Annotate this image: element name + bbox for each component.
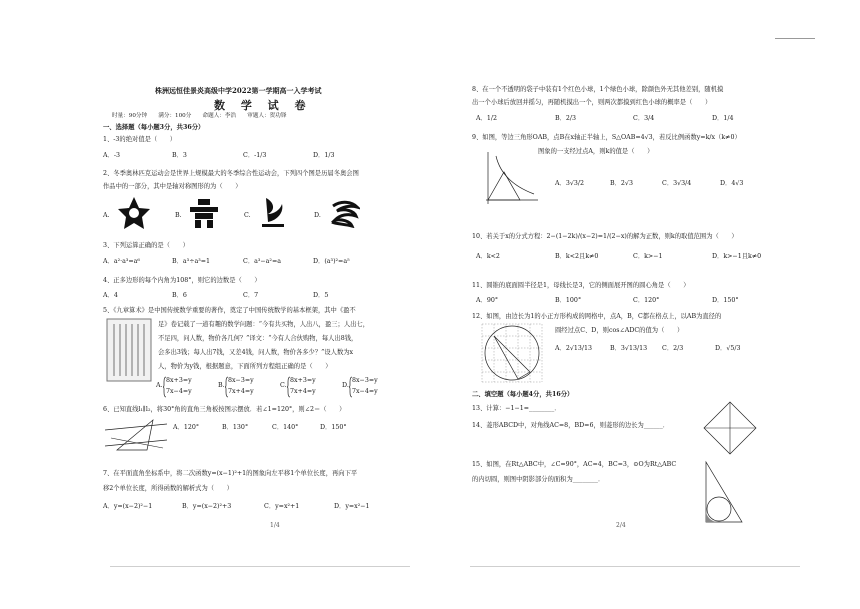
q8-option-a: A．1/2 [476,115,497,122]
q4-option-d: D．5 [313,292,329,299]
section-choice-heading: 一、选择题（每小题3分，共36分） [103,124,205,131]
q15-stem-line2: 的内切圆，则图中阴影部分的面积为________． [472,476,605,483]
q5-option-d-eq1: 8x−3=y [352,377,378,384]
brace-d-icon [349,376,353,398]
q5-option-a-eq1: 8x+3=y [166,377,192,384]
q7-option-c: C．y=x²+1 [264,503,300,510]
q3-option-b: B．a³÷a³=1 [172,258,211,265]
q11-option-d: D．150° [712,297,739,304]
q6-option-c: C．140° [272,424,299,431]
q5-line-4: 会多出3钱；每人出7钱，又差4钱，问人数，物价各多少？”设人数为x [158,349,354,356]
q2-stem: 2、冬季奥林匹克运动会是世界上规模最大的冬季综合性运动会，下列四个图是历届冬奥会图 [103,170,359,177]
q10-option-c: C．k>−1 [633,253,663,260]
q10-option-a: A．k<2 [476,253,500,260]
q4-stem: 4、正多边形的每个内角为108°，则它的边数是（ ） [103,277,261,284]
q11-option-c: C．120° [633,297,660,304]
q5-option-d-eq2: 7x−4=y [352,388,378,395]
q2-option-c: C. [244,212,251,219]
exam-subject: 数 学 试 卷 [214,99,312,112]
q10-option-d: D．k>−1且k≠0 [712,253,762,260]
section-fill-heading: 二、填空题（每小题4分，共16分） [472,391,574,398]
q2-option-b: B. [175,212,182,219]
q1-option-c: C．-1/3 [243,152,267,159]
q12-grid-circle-figure [480,322,544,384]
q1-option-a: A．-3 [103,152,120,159]
q7-stem-line2: 移2个单位长度，所得函数的解析式为（ ） [103,485,233,492]
q8-option-d: D．1/4 [712,115,734,122]
snowflake-emblem-icon [116,195,152,231]
q7-option-b: B．y=(x−2)²+3 [182,503,232,510]
q6-option-a: A．120° [173,424,200,431]
q11-stem: 11、圆锥的底面圆半径是1，母线长是3，它的侧面展开图的圆心角是（ ） [472,282,690,289]
top-right-mark [775,38,815,39]
q10-option-b: B．k<2且k≠0 [555,253,599,260]
q6-parallel-lines-figure [103,418,169,454]
q12-option-d: D．√5/3 [715,345,741,352]
brace-b-icon [225,376,229,398]
q3-option-d: D．(a³)²=a⁵ [313,258,350,265]
q5-option-a-label: A. [156,382,163,389]
q13-stem: 13、计算：−1−1=________． [472,405,561,412]
q5-option-a-eq2: 7x−4=y [166,388,192,395]
q5-option-b-eq1: 8x−3=y [228,377,254,384]
q11-option-b: B．100° [555,297,582,304]
brace-c-icon [287,376,291,398]
ancient-book-illustration [106,318,152,382]
q3-stem: 3、下列运算正确的是（ ） [103,242,189,249]
q5-option-c-label: C. [280,382,287,389]
bottom-divider-right [470,566,800,567]
q5-line-3: 不足四，问人数，物价各几何？”译文：“今有人合伙购物，每人出8钱， [158,335,358,342]
q10-stem: 10、若关于x的分式方程：2−(1−2k)/(x−2)=1/(2−x)的解为正数，则k的取值范围为（ ） [472,233,738,240]
q15-right-triangle-incircle-figure [702,458,746,526]
torch-emblem-icon [260,196,286,230]
inukshuk-emblem-icon [188,198,220,228]
q9-stem: 9、如图，等边三角形OAB，点B在x轴正半轴上，S△OAB=4√3，若反比例函数y=k/x（k≠0） [472,134,741,141]
q2-option-d: D. [314,212,321,219]
q5-option-b-eq2: 7x+4=y [228,388,254,395]
bottom-divider-left [110,566,410,567]
q5-option-d-label: D. [342,382,349,389]
wave-emblem-icon [330,198,360,228]
exam-meta: 时量：90分钟 满分：100分 命题人：李浩 审题人：贺功锋 [112,113,287,119]
q12-option-b: B．3√13/13 [610,345,648,352]
q5-option-b-label: B. [218,382,225,389]
q8-option-b: B．2/3 [555,115,577,122]
q4-option-b: B．6 [172,292,187,299]
q5-line-2: 足》卷记载了一道有趣的数学问题：“今有共买物，人出八，盈三；人出七， [158,321,370,328]
q8-stem: 8、在一个不透明的袋子中装有1个红色小球，1个绿色小球，除颜色外无其他差别，随机摸 [472,86,724,93]
q14-rhombus-figure [700,400,760,456]
q2-stem-line2: 作品中的一部分，其中是轴对称图形的为（ ） [103,183,242,190]
q1-option-b: B．3 [172,152,187,159]
q9-equilateral-triangle-graph [480,150,540,206]
brace-a-icon [163,376,167,398]
q4-option-a: A．4 [103,292,118,299]
q12-stem-line2: 圆经过点C、D，则cos∠ADC的值为（ ） [555,327,684,334]
q6-stem: 6、已知直线l₁∥l₂，将30°角的直角三角板按图示摆放．若∠1=120°，则∠2＝（ ） [103,406,346,413]
q12-option-a: A．2√13/13 [555,345,593,352]
q3-option-c: C．a³−a²=a [243,258,281,265]
q6-option-d: D．150° [320,424,347,431]
q5-option-c-eq2: 7x+4=y [290,388,316,395]
q3-option-a: A．a²·a³=a⁶ [103,258,140,265]
q5-option-c-eq1: 8x+3=y [290,377,316,384]
q8-option-c: C．3/4 [633,115,655,122]
right-page [430,0,860,609]
q9-stem-line2: 图象的一支经过点A，则k的值是（ ） [538,148,654,155]
q9-option-c: C．3√3/4 [662,180,692,187]
q5-line-5: 人，物价为y钱，根据题意，下面所列方程组正确的是（ ） [158,363,332,370]
q7-option-a: A．y=(x−2)²−1 [103,503,153,510]
page-number-left: 1/4 [270,522,280,529]
q12-option-c: C．2/3 [662,345,684,352]
q5-line-1: 5、《九章算术》是中国传统数学重要的著作，奠定了中国传统数学的基本框架，其中《盈不 [103,307,356,314]
q9-option-b: B．2√3 [610,180,633,187]
q8-stem-line2: 出一个小球后放回并摇匀，再随机摸出一个，则两次都摸到红色小球的概率是（ ） [472,99,712,106]
q11-option-a: A．90° [476,297,499,304]
q14-stem: 14、菱形ABCD中，对角线AC=8，BD=6，则菱形的边长为______． [472,422,670,429]
q9-option-a: A．3√3/2 [555,180,584,187]
q9-option-d: D．4√3 [720,180,744,187]
q4-option-c: C．7 [243,292,259,299]
q15-stem: 15、如图，在Rt△ABC中，∠C=90°，AC=4，BC=3，⊙O为Rt△ABC [472,461,677,468]
q7-option-d: D．y=x²−1 [334,503,370,510]
page-number-right: 2/4 [616,522,626,529]
q12-stem: 12、如图，由边长为1的小正方形构成的网格中，点A，B，C都在格点上，以AB为直径的 [472,313,722,320]
q2-option-a: A. [103,212,110,219]
q1-option-d: D．1/3 [313,152,335,159]
q7-stem: 7、在平面直角坐标系中，将二次函数y=(x−1)²+1的图象向左平移1个单位长度，再向下平 [103,470,358,477]
q6-option-b: B．130° [222,424,249,431]
q1-stem: 1、-3的绝对值是（ ） [103,136,177,143]
exam-title: 株洲远恒佳景炎高级中学2022第一学期高一入学考试 [155,86,322,95]
